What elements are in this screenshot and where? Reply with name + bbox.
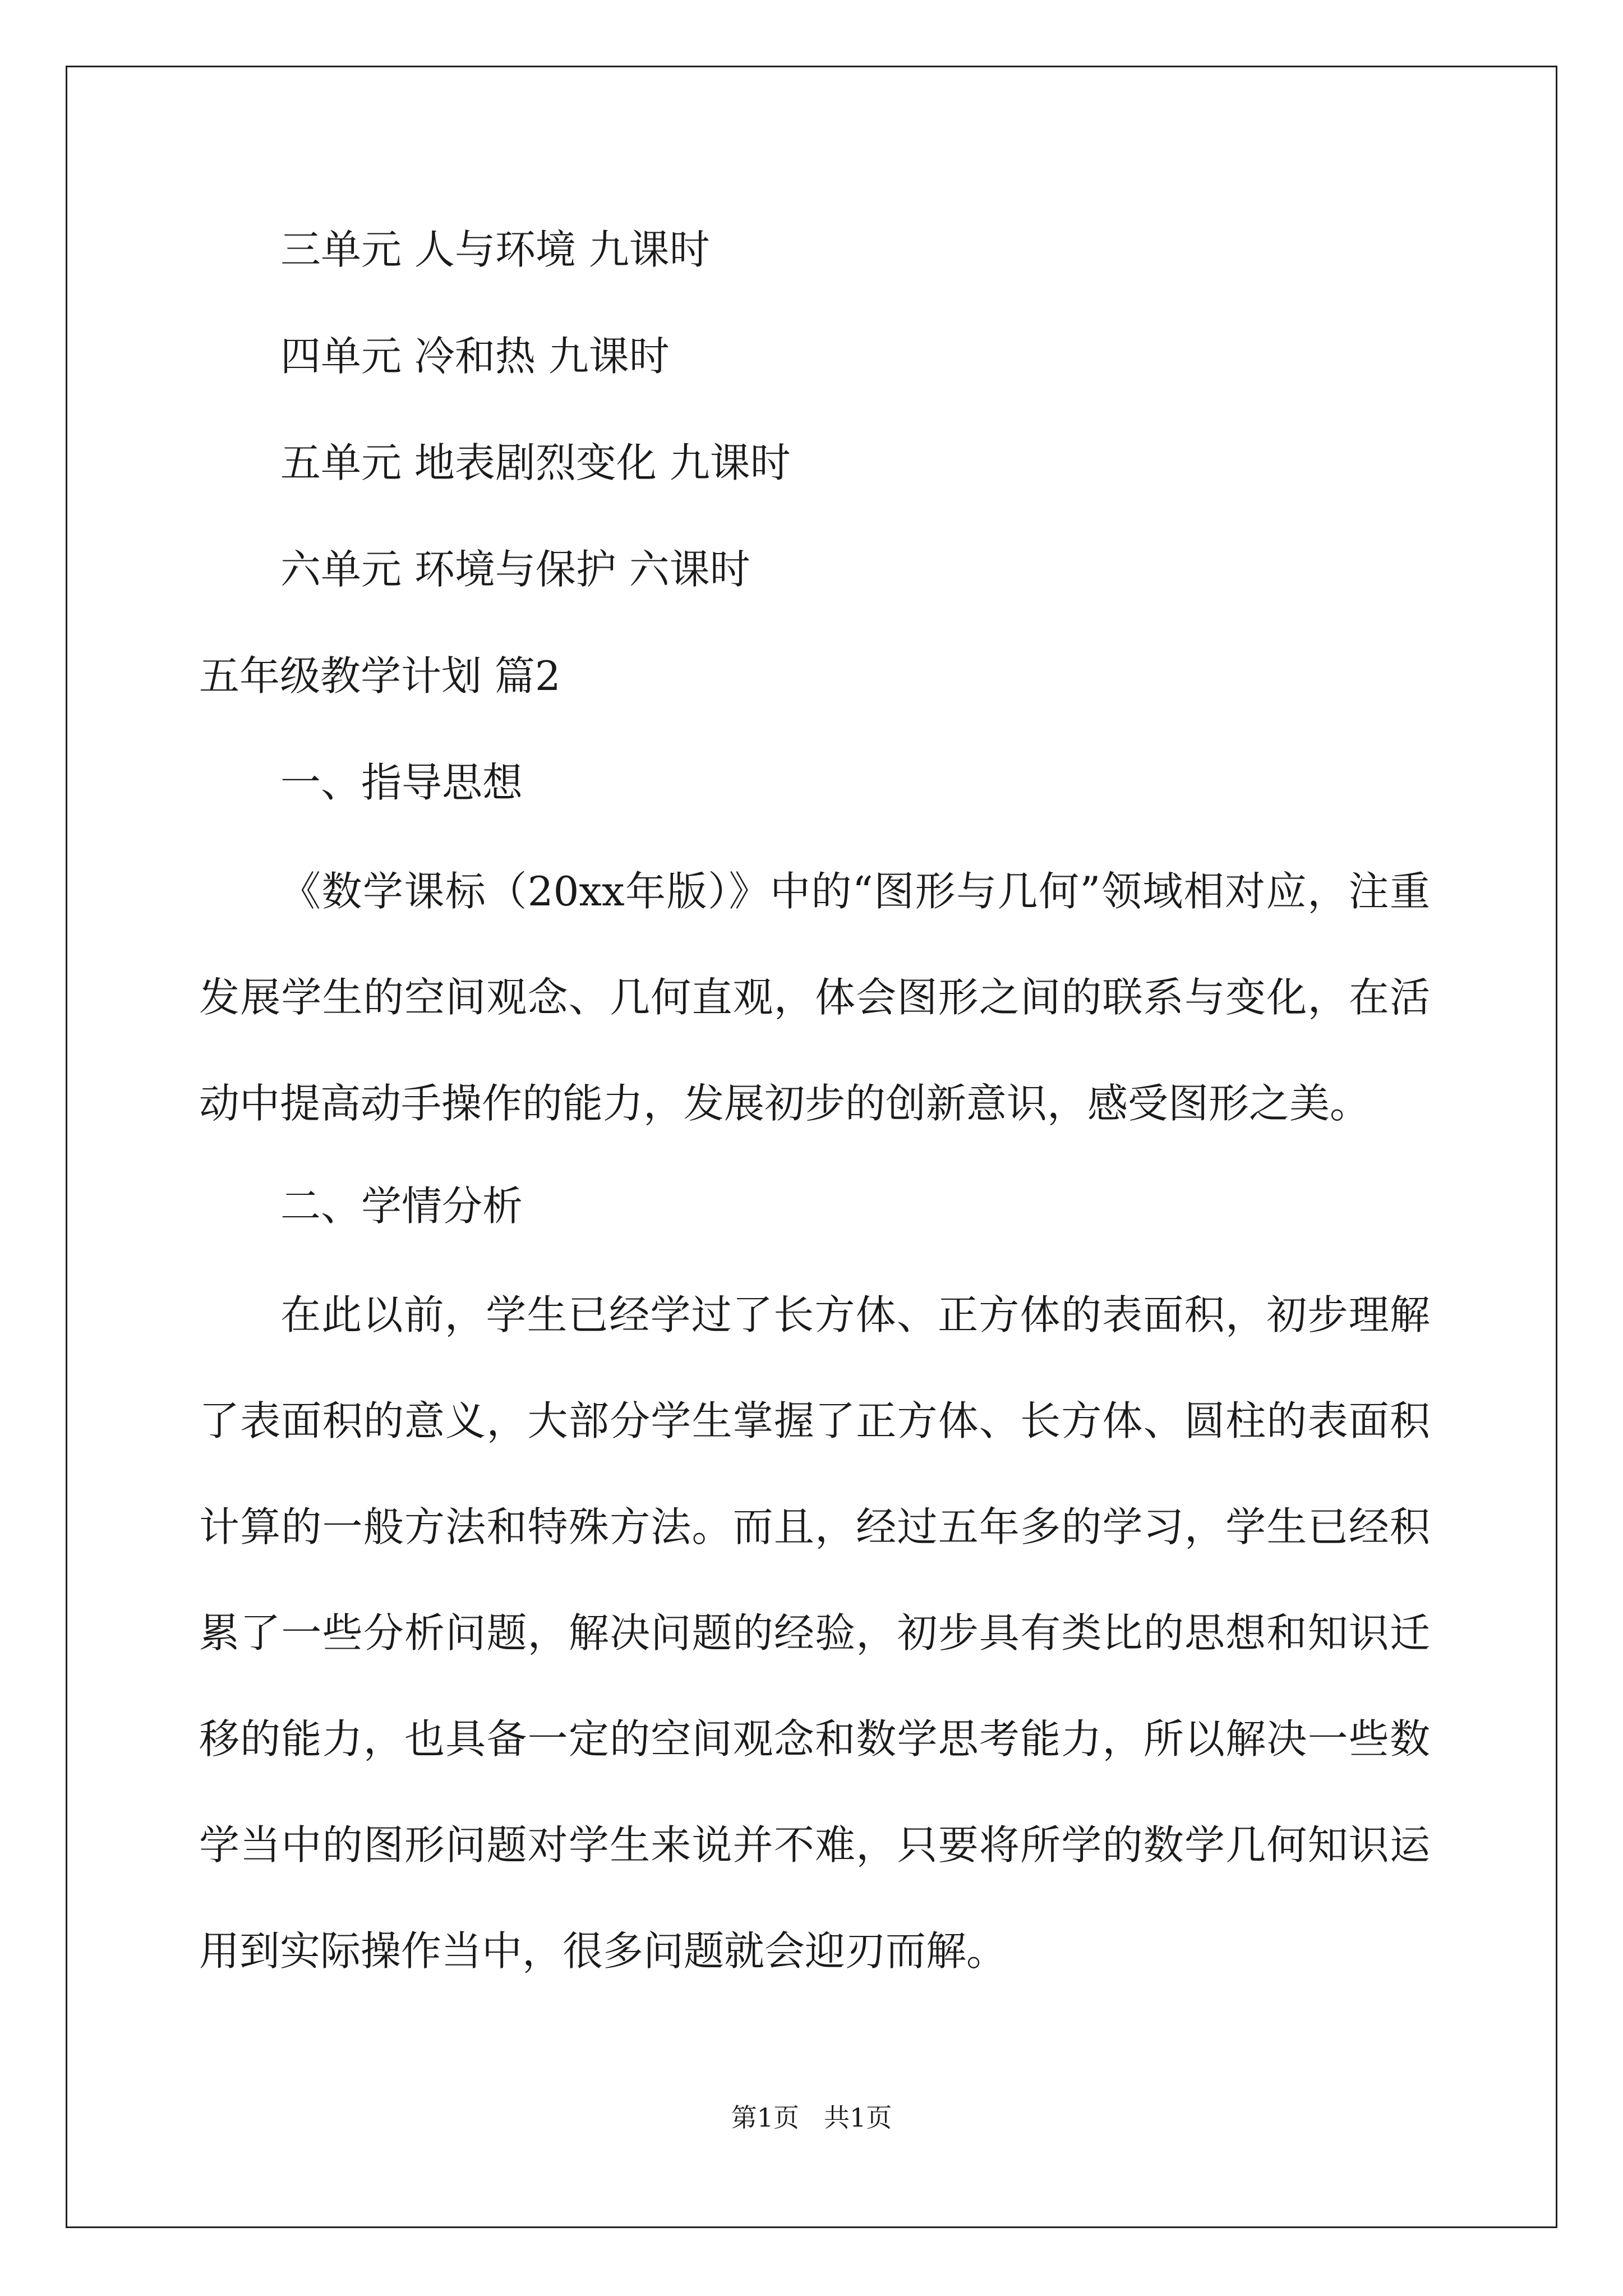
section-title: 五年级教学计划 篇2 [199,652,561,700]
paragraph-student-analysis: 在此以前，学生已经学过了长方体、正方体的表面积，初步理解了表面积的意义，大部分学生掌握了正方体、长方体、圆柱的表面积计算的一般方法和特殊方法。而且，经过五年多的学习，学生已经积累了一些分析问题，解决问题的经验，初步具有类比的思想和知识迁移的能力，也具备一定的空间观念和数学思考能力，所以解决一些数学当中的图形问题对学生来说并不难，只要将所学的数学几何知识运用到实际操作当中，很多问题就会迎刃而解。 [199,1291,1430,1975]
footer-page-number: 第1页 [731,2102,799,2133]
page-footer [0,2101,1623,2134]
heading-guiding-ideology: 一、指导思想 [280,759,523,806]
paragraph-guiding-ideology: 《数学课标（20xx年版）》中的“图形与几何”领域相对应，注重发展学生的空间观念、几何直观，体会图形之间的联系与变化，在活动中提高动手操作的能力，发展初步的创新意识，感受图形之美。 [199,868,1430,1127]
unit-line-4: 四单元 冷和热 九课时 [280,333,670,380]
unit-line-3: 三单元 人与环境 九课时 [280,226,710,273]
unit-line-5: 五单元 地表剧烈变化 九课时 [280,439,791,486]
unit-line-6: 六单元 环境与保护 六课时 [280,546,750,593]
heading-student-analysis: 二、学情分析 [280,1182,523,1230]
footer-total-pages: 共1页 [824,2102,892,2133]
